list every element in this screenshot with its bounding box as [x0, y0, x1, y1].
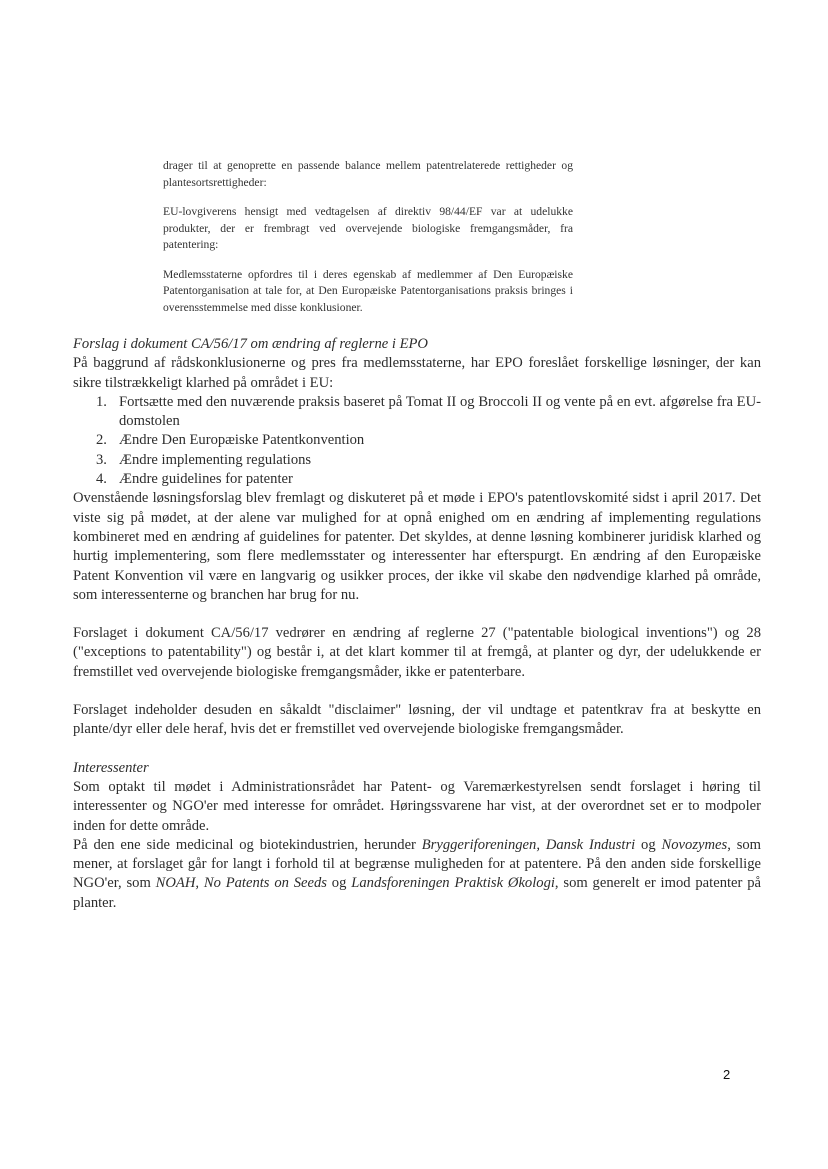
- org-names-industry: Bryggeriforeningen, Dansk Industri: [421, 836, 636, 853]
- list-item: 4. Ændre guidelines for patenter: [96, 471, 293, 488]
- org-name-organic: Landsforeningen Praktisk Økologi: [351, 875, 555, 892]
- list-item: 2. Ændre Den Europæiske Patentkonvention: [96, 432, 365, 449]
- quote-paragraph-1: drager til at genoprette en passende balance mellem patentrelaterede rettigheder og plantesortsrettigheder:: [163, 159, 573, 189]
- quote-paragraph-2: EU-lovgiverens hensigt med vedtagelsen af direktiv 98/44/EF var at udelukke produkter, der er frembragt ved overvejende biologiske fremgangsmåder, fra patentering:: [163, 205, 573, 251]
- paragraph-disclaimer: Forslaget indeholder desuden en såkaldt "disclaimer" løsning, der vil undtage et patentkrav fra at beskytte en plante/dyr eller dele heraf, hvis det er fremstillet ved overvejende biologiske fremgangsmåder.: [73, 702, 761, 738]
- paragraph-discussion: Ovenstående løsningsforslag blev fremlagt og diskuteret på et møde i EPO's patentlovskomité sidst i april 2017. Det viste sig på mødet, at der alene var mulighed for at opnå enighed om en ændring af implementing regulations kombineret med en ændring af guidelines for patenter. Det skyldes, at denne løsning kombinerer juridisk klarhed og hurtig implementering, som flere medlemsstater og interessenter har efterspurgt. En ændring af den Europæiske Patent Konvention vil være en langvarig og usikker proces, der ikke vil skabe den nødvendige klarhed på område, som interessenterne og branchen har brug for nu.: [73, 490, 761, 603]
- section-heading-proposal: Forslag i dokument CA/56/17 om ændring af reglerne i EPO: [73, 336, 428, 352]
- quote-paragraph-3: Medlemsstaterne opfordres til i deres egenskab af medlemmer af Den Europæiske Patentorganisation at tale for, at Den Europæiske Patentorganisations praksis bringes i overensstemmelse med disse konklusioner.: [163, 267, 573, 314]
- section-heading-stakeholders: Interessenter: [73, 759, 149, 776]
- org-names-ngo: NOAH, No Patents on Seeds: [155, 875, 327, 892]
- options-list: [73, 393, 761, 489]
- org-name-novozymes: Novozymes: [661, 836, 728, 853]
- main-body: [73, 335, 761, 913]
- paragraph-rules-change: Forslaget i dokument CA/56/17 vedrører en ændring af reglerne 27 ("patentable biological inventions") og 28 ("exceptions to patentability") og består i, at det klart kommer til at fremgå, at planter og dyr, der udelukkende er fremstillet ved overvejende biologiske fremgangsmåder, ikke er patenterbare.: [73, 625, 761, 680]
- quoted-conclusions: [163, 158, 573, 329]
- page-number: 2: [723, 1067, 731, 1082]
- paragraph-hearing: Som optakt til mødet i Administrationsrådet har Patent- og Varemærkestyrelsen sendt forslaget i høring til interessenter og NGO'er med interesse for området. Høringssvarene har vist, at der overordnet set er to modpoler inden for dette område.: [73, 778, 761, 834]
- list-item: 1. Fortsætte med den nuværende praksis baseret på Tomat II og Broccoli II og vente på en evt. afgørelse fra EU-domstolen: [96, 393, 761, 430]
- proposal-intro: På baggrund af rådskonklusionerne og pres fra medlemsstaterne, har EPO foreslået forskellige løsninger, der kan sikre tilstrækkeligt klarhed på området i EU:: [73, 355, 761, 391]
- paragraph-positions: På den ene side medicinal og biotekindustrien, herunder Bryggeriforeningen, Dansk Industri og Novozymes, som mener, at forslaget går for langt i forhold til at begrænse muligheden for at patentere. På den anden side forskellige NGO'er, som NOAH, No Patents on Seeds og Landsforeningen Praktisk Økologi, som generelt er imod patenter på planter.: [73, 836, 762, 911]
- list-item: 3. Ændre implementing regulations: [96, 451, 312, 468]
